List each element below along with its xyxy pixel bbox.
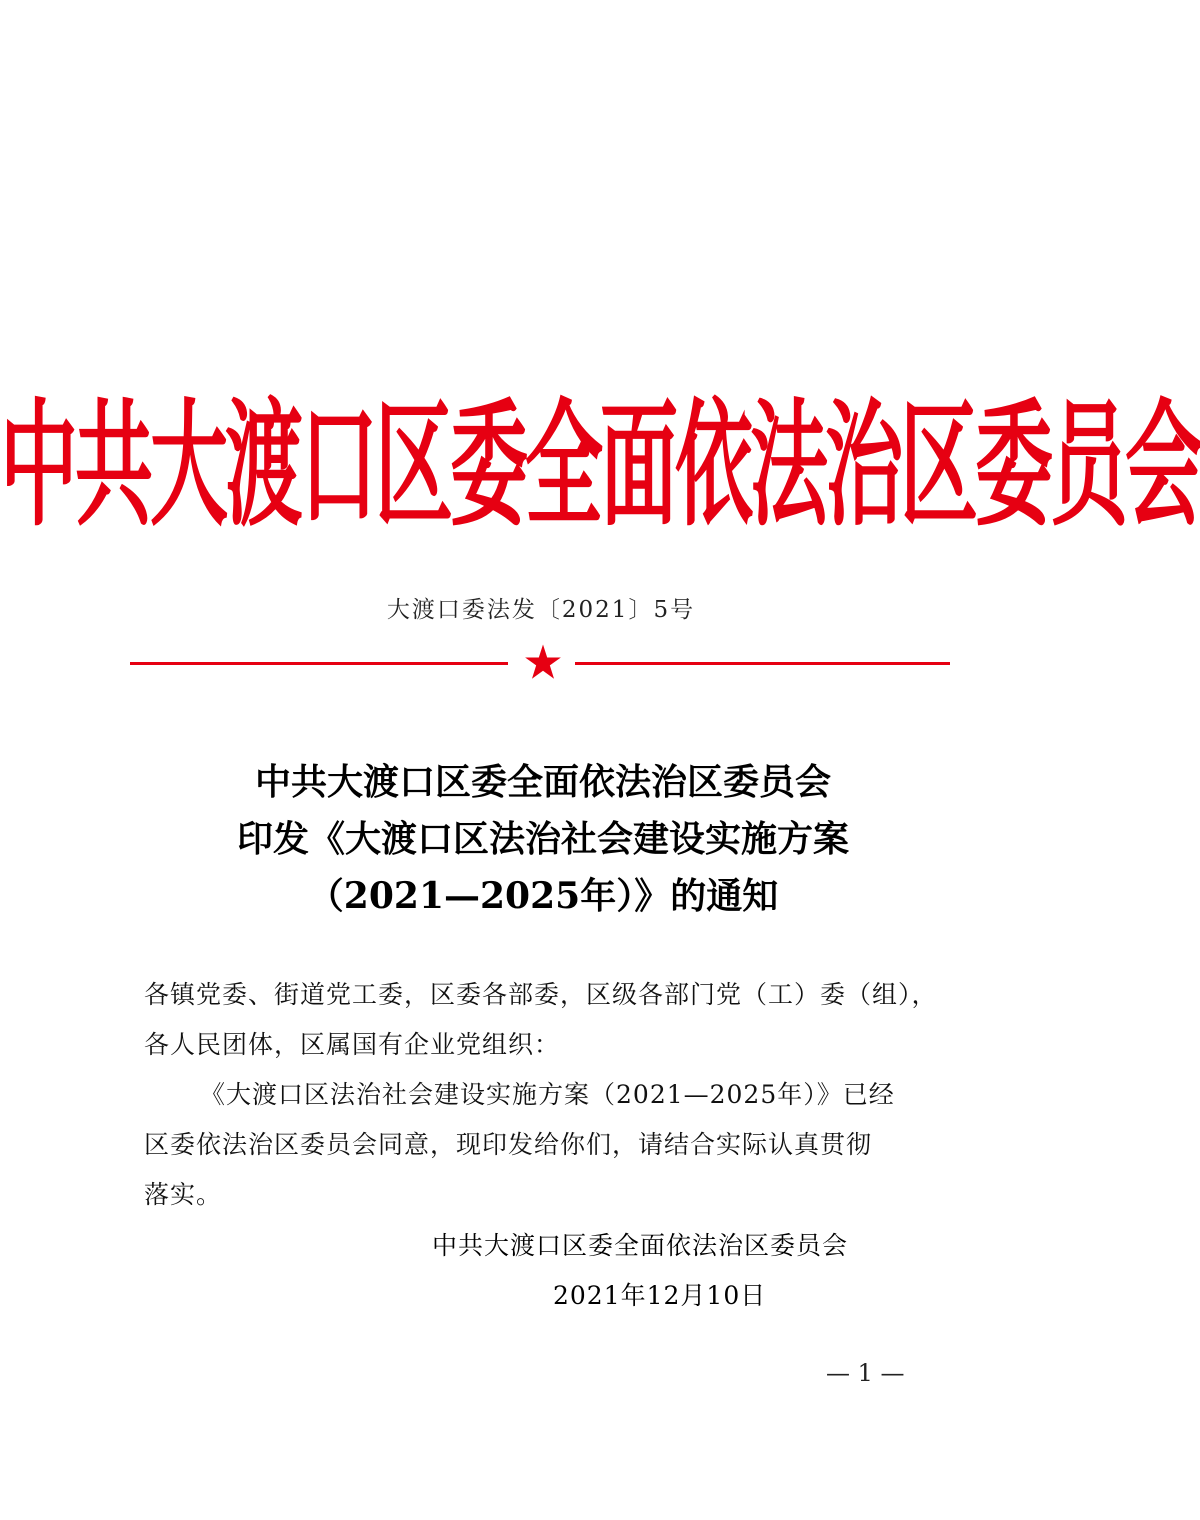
title-line: （2021—2025年）》的通知 [307, 875, 779, 917]
addressee-line: 各人民团体，区属国有企业党组织： [144, 1030, 561, 1059]
title-line: 中共大渡口区委全面依法治区委员会 [254, 761, 831, 803]
addressee-line: 各镇党委、街道党工委，区委各部委，区级各部门党（工）委（组）， [144, 980, 938, 1009]
document-title [0, 754, 1086, 925]
paragraph-line: 落实。 [144, 1180, 223, 1209]
masthead-title [0, 388, 1200, 546]
paragraph-line: 区委依法治区委员会同意，现印发给你们，请结合实际认真贯彻 [144, 1130, 873, 1159]
issue-date: 2021年12月10日 [553, 1281, 767, 1310]
signer: 中共大渡口区委全面依法治区委员会 [432, 1231, 849, 1260]
red-star-icon [524, 643, 562, 681]
red-rule-right [575, 662, 950, 665]
page-number: — 1 — [826, 1359, 905, 1387]
paragraph-line: 《大渡口区法治社会建设实施方案（2021—2025年）》已经 [200, 1080, 895, 1109]
title-line: 印发《大渡口区法治社会建设实施方案 [236, 818, 849, 860]
document-body [144, 970, 944, 1220]
masthead-text: 中共大渡口区委全面依法治区委员会 [0, 388, 1200, 546]
red-rule-left [130, 662, 508, 665]
document-number: 大渡口委法发〔2021〕5号 [386, 597, 696, 623]
